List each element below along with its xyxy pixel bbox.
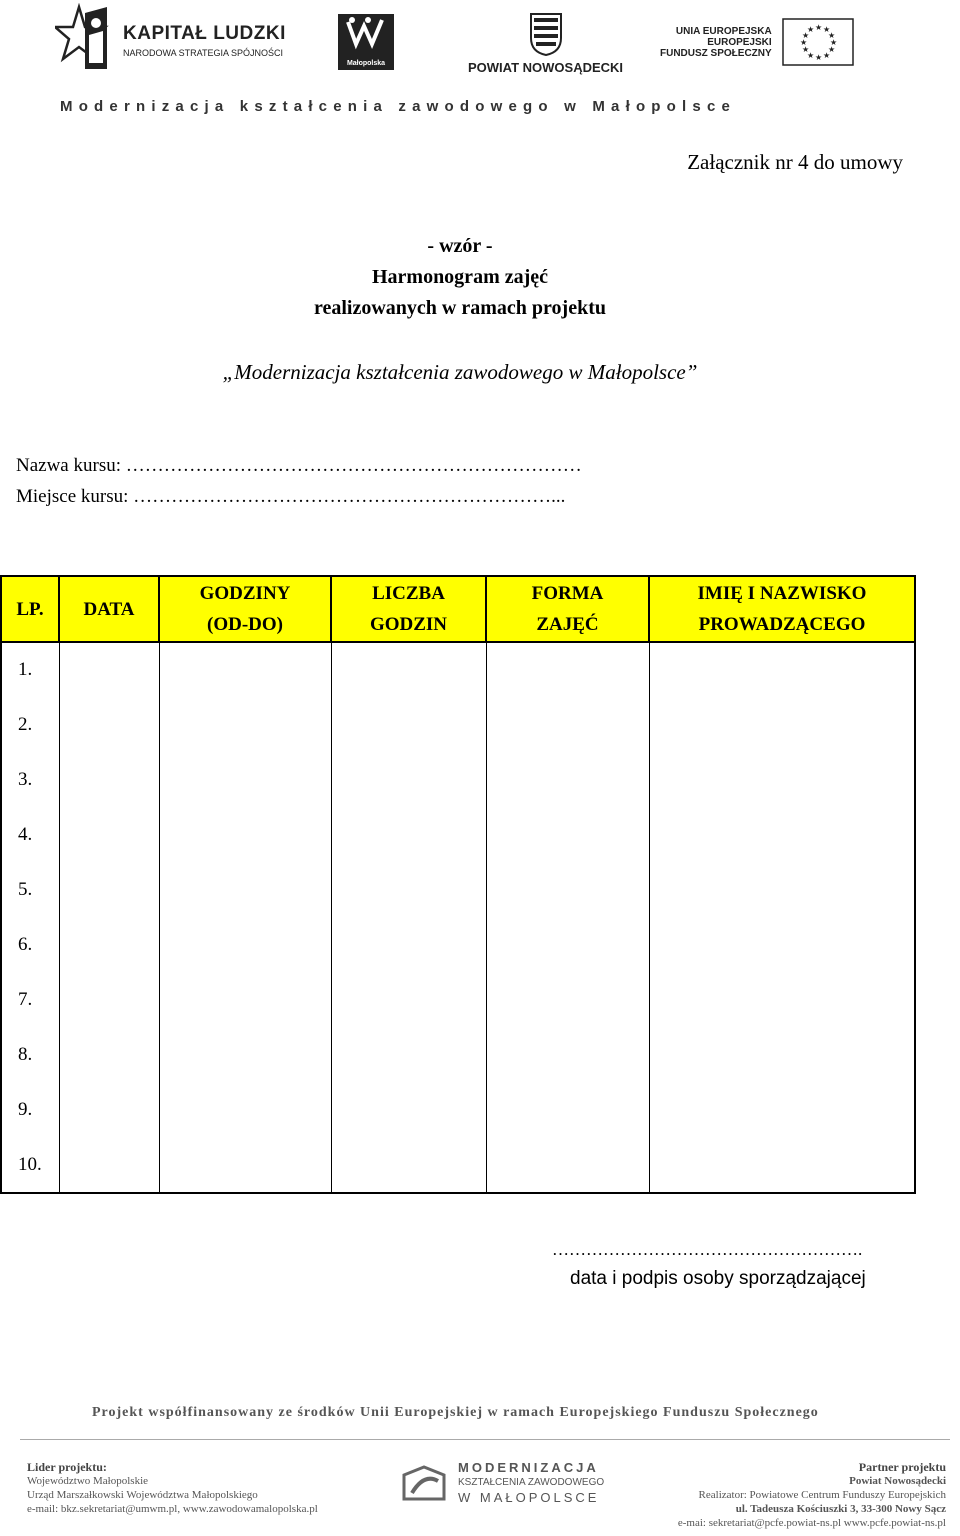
partner-line-4: e-mai: sekretariat@pcfe.powiat-ns.pl www.pcfe.powiat-ns.pl — [677, 1517, 946, 1529]
cell-data[interactable] — [59, 642, 159, 698]
table-row — [1, 1083, 915, 1138]
cell-data[interactable] — [59, 753, 159, 808]
cell-lp: 5. — [1, 863, 59, 918]
table-row — [1, 863, 915, 918]
ue-line-2: EUROPEJSKI — [707, 36, 772, 48]
cell-prowadzacy[interactable] — [649, 863, 915, 918]
cell-lp: 6. — [1, 918, 59, 973]
svg-text:★: ★ — [827, 45, 835, 54]
col-lp-header: LP. — [1, 576, 59, 642]
table-row — [1, 1138, 915, 1194]
table-header-row — [1, 576, 915, 642]
svg-text:★: ★ — [827, 31, 835, 40]
cell-liczba[interactable] — [331, 808, 486, 863]
leader-line-3: e-mail: bkz.sekretariat@umwm.pl, www.zawodowamalopolska.pl — [27, 1503, 318, 1515]
cell-liczba[interactable] — [331, 1083, 486, 1138]
svg-text:★: ★ — [829, 38, 837, 47]
cell-forma[interactable] — [486, 1138, 649, 1194]
cell-forma[interactable] — [486, 753, 649, 808]
svg-text:★: ★ — [822, 51, 830, 60]
table-row — [1, 753, 915, 808]
footer-partner — [678, 1460, 946, 1530]
table-row — [1, 642, 915, 698]
powiat-logo — [468, 12, 623, 75]
partner-line-2: Realizator: Powiatowe Centrum Funduszy Europejskich — [698, 1489, 946, 1501]
mid-line-3: W MAŁOPOLSCE — [458, 1490, 600, 1505]
svg-text:★: ★ — [806, 25, 814, 34]
cell-liczba[interactable] — [331, 698, 486, 753]
partner-line-3: ul. Tadeusza Kościuszki 3, 33-300 Nowy Sącz — [735, 1503, 946, 1515]
cell-liczba[interactable] — [331, 753, 486, 808]
table-row — [1, 698, 915, 753]
cell-data[interactable] — [59, 918, 159, 973]
cell-liczba[interactable] — [331, 973, 486, 1028]
malopolska-emblem-icon — [338, 14, 394, 70]
table-row — [1, 973, 915, 1028]
svg-text:★: ★ — [806, 51, 814, 60]
partner-line-1: Powiat Nowosądecki — [849, 1475, 946, 1487]
svg-text:★: ★ — [814, 53, 822, 62]
leader-heading: Lider projektu: — [27, 1460, 107, 1474]
table-row — [1, 808, 915, 863]
svg-text:★: ★ — [814, 23, 822, 32]
kapital-ludzki-emblem-icon — [55, 3, 113, 77]
cell-godziny[interactable] — [159, 698, 331, 753]
cell-lp: 10. — [1, 1138, 59, 1194]
cell-prowadzacy[interactable] — [649, 698, 915, 753]
cell-forma[interactable] — [486, 808, 649, 863]
eu-flag-icon — [782, 18, 854, 66]
cell-prowadzacy[interactable] — [649, 808, 915, 863]
cell-godziny[interactable] — [159, 973, 331, 1028]
schedule-table — [0, 575, 916, 1194]
footer-title: Projekt współfinansowany ze środków Unii Europejskiej w ramach Europejskiego Funduszu Społecznego — [92, 1405, 819, 1420]
col-imie-header: IMIĘ I NAZWISKO PROWADZĄCEGO — [649, 576, 915, 642]
course-place-field[interactable]: Miejsce kursu: …………………………………………………………... — [16, 486, 566, 507]
kapital-ludzki-name: KAPITAŁ LUDZKI — [123, 22, 286, 44]
cell-godziny[interactable] — [159, 808, 331, 863]
cell-data[interactable] — [59, 1028, 159, 1083]
document-title: Harmonogram zajęć — [371, 266, 549, 288]
leader-line-2: Urząd Marszałkowski Województwa Małopolskiego — [27, 1489, 258, 1501]
col-forma-header: FORMA ZAJĘĆ — [486, 576, 649, 642]
svg-text:★: ★ — [801, 45, 809, 54]
cell-prowadzacy[interactable] — [649, 918, 915, 973]
malopolska-logo — [338, 14, 394, 70]
cell-liczba[interactable] — [331, 918, 486, 973]
cell-lp: 1. — [1, 642, 59, 698]
course-name-field[interactable]: Nazwa kursu: ……………………………………………………………… — [16, 455, 582, 476]
cell-forma[interactable] — [486, 642, 649, 698]
signature-line[interactable]: ………………………………………………. — [552, 1240, 863, 1259]
powiat-crest-icon — [529, 12, 563, 56]
cell-lp: 9. — [1, 1083, 59, 1138]
cell-forma[interactable] — [486, 698, 649, 753]
signature-label: data i podpis osoby sporządzającej — [570, 1268, 866, 1289]
kapital-ludzki-logo — [55, 3, 286, 77]
cell-godziny[interactable] — [159, 1083, 331, 1138]
svg-text:★: ★ — [799, 38, 807, 47]
col-godziny-header: GODZINY (OD-DO) — [159, 576, 331, 642]
powiat-name: POWIAT NOWOSĄDECKI — [468, 60, 624, 75]
footer-project-logo — [400, 1460, 604, 1505]
cell-godziny[interactable] — [159, 1028, 331, 1083]
cell-prowadzacy[interactable] — [649, 753, 915, 808]
cell-liczba[interactable] — [331, 642, 486, 698]
project-name: „Modernizacja kształcenia zawodowego w Małopolsce” — [222, 360, 698, 384]
footer-leader — [27, 1460, 318, 1516]
cell-forma[interactable] — [486, 1028, 649, 1083]
cell-liczba[interactable] — [331, 863, 486, 918]
table-row — [1, 918, 915, 973]
cell-lp: 7. — [1, 973, 59, 1028]
mid-line-2: KSZTAŁCENIA ZAWODOWEGO — [458, 1477, 605, 1488]
col-liczba-header: LICZBA GODZIN — [331, 576, 486, 642]
footer-divider — [20, 1439, 950, 1440]
cell-lp: 3. — [1, 753, 59, 808]
cell-data[interactable] — [59, 1083, 159, 1138]
cell-data[interactable] — [59, 973, 159, 1028]
cell-data[interactable] — [59, 1138, 159, 1194]
annex-label: Załącznik nr 4 do umowy — [687, 150, 903, 174]
cell-data[interactable] — [59, 698, 159, 753]
cell-godziny[interactable] — [159, 642, 331, 698]
cell-liczba[interactable] — [331, 1028, 486, 1083]
cell-liczba[interactable] — [331, 1138, 486, 1194]
document-subtitle: realizowanych w ramach projektu — [313, 297, 606, 319]
cell-forma[interactable] — [486, 918, 649, 973]
ue-logo — [660, 18, 854, 66]
col-data-header: DATA — [59, 576, 159, 642]
cell-prowadzacy[interactable] — [649, 642, 915, 698]
cell-lp: 8. — [1, 1028, 59, 1083]
kapital-ludzki-subtitle: NARODOWA STRATEGIA SPÓJNOŚCI — [123, 47, 284, 58]
cell-forma[interactable] — [486, 973, 649, 1028]
cell-prowadzacy[interactable] — [649, 973, 915, 1028]
cell-forma[interactable] — [486, 1083, 649, 1138]
cell-lp: 2. — [1, 698, 59, 753]
partner-heading: Partner projektu — [858, 1460, 946, 1474]
cell-godziny[interactable] — [159, 918, 331, 973]
cell-lp: 4. — [1, 808, 59, 863]
header-tagline: Modernizacja kształcenia zawodowego w Małopolsce — [60, 98, 737, 115]
leader-line-1: Województwo Małopolskie — [27, 1475, 149, 1487]
cell-prowadzacy[interactable] — [649, 1028, 915, 1083]
cell-prowadzacy[interactable] — [649, 1083, 915, 1138]
cell-data[interactable] — [59, 808, 159, 863]
modernizacja-logo-icon — [400, 1463, 448, 1503]
mid-line-1: MODERNIZACJA — [458, 1460, 599, 1475]
cell-prowadzacy[interactable] — [649, 1138, 915, 1194]
table-row — [1, 1028, 915, 1083]
cell-data[interactable] — [59, 863, 159, 918]
svg-text:★: ★ — [822, 25, 830, 34]
cell-godziny[interactable] — [159, 1138, 331, 1194]
svg-text:★: ★ — [801, 31, 809, 40]
malopolska-label: Małopolska — [346, 60, 386, 67]
ue-line-1: UNIA EUROPEJSKA — [675, 25, 772, 37]
ue-line-3: FUNDUSZ SPOŁECZNY — [660, 47, 772, 59]
cell-godziny[interactable] — [159, 753, 331, 808]
template-label: - wzór - — [427, 235, 493, 257]
cell-forma[interactable] — [486, 863, 649, 918]
cell-godziny[interactable] — [159, 863, 331, 918]
